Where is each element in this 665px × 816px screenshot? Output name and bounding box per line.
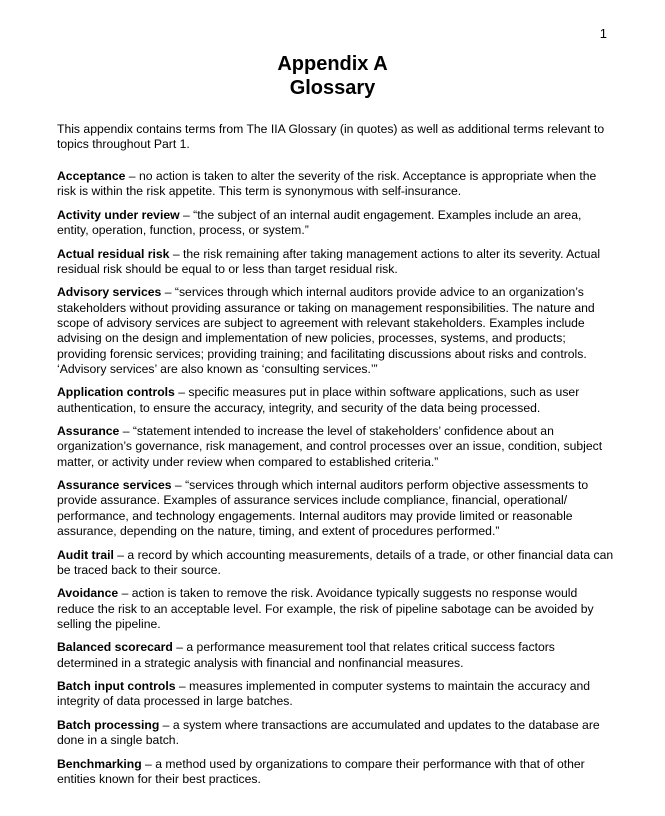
glossary-definition: – specific measures put in place within software applications, such as user authentication, to ensure the accuracy, integrity, and security of the data being processed. xyxy=(57,385,580,415)
glossary-definition: – “services through which internal auditors perform objective assessments to provide assurance. Examples of assurance services include compliance, financial, operational/ performance, and technology engagements. Internal auditors may provide limited or reasonable assurance, depending on the nature, timing, and extent of procedures performed.” xyxy=(57,478,589,539)
glossary-definition: – measures implemented in computer systems to maintain the accuracy and integrity of data processed in large batches. xyxy=(57,679,591,709)
glossary-definition: – action is taken to remove the risk. Avoidance typically suggests no response would reduce the risk to an acceptable level. For example, the risk of pipeline sabotage can be avoided by selling the pipeline. xyxy=(57,586,594,631)
glossary-entry-batch-input-controls xyxy=(57,679,615,710)
glossary-entry-acceptance xyxy=(57,169,615,200)
glossary-entry-audit-trail xyxy=(57,548,615,579)
glossary-term: Benchmarking xyxy=(57,756,142,771)
glossary-definition: – a system where transactions are accumulated and updates to the database are done in a single batch. xyxy=(57,717,600,748)
glossary-term: Actual residual risk xyxy=(57,246,170,261)
glossary-entry-assurance-services xyxy=(57,478,615,539)
glossary-term: Assurance xyxy=(57,424,120,439)
glossary-entry-activity-under-review xyxy=(57,208,615,239)
glossary-term: Advisory services xyxy=(57,285,162,300)
glossary-entry-balanced-scorecard xyxy=(57,640,615,671)
glossary-term: Activity under review xyxy=(57,207,180,222)
glossary-definition: – “services through which internal auditors provide advice to an organization’s stakeholders without providing assurance or taking on management responsibilities. The nature and scope of advisory services are subject to agreement with relevant stakeholders. Examples include advising on the design and implementation of new policies, processes, systems, and products; providing forensic services; providing training; and facilitating discussions about risks and controls. ‘Advisory services’ are also known as ‘consulting services.’” xyxy=(57,285,595,376)
glossary-term: Balanced scorecard xyxy=(57,640,173,655)
glossary-definition: – the risk remaining after taking management actions to alter its severity. Actual residual risk should be equal to or less than target residual risk. xyxy=(57,246,601,276)
glossary-entry-batch-processing xyxy=(57,718,615,749)
glossary-entry-advisory-services xyxy=(57,285,615,377)
page-title xyxy=(0,52,665,100)
glossary-definition: – a record by which accounting measurements, details of a trade, or other financial data can be traced back to their source. xyxy=(57,547,614,577)
glossary-list xyxy=(57,169,615,796)
glossary-definition: – no action is taken to alter the severity of the risk. Acceptance is appropriate when the risk is within the risk appetite. This term is synonymous with self-insurance. xyxy=(57,169,597,199)
glossary-definition: – “the subject of an internal audit engagement. Examples include an area, entity, operation, function, process, or system.” xyxy=(57,207,582,238)
glossary-definition: – a performance measurement tool that relates critical success factors determined in a strategic analysis with financial and nonfinancial measures. xyxy=(57,640,555,670)
glossary-entry-avoidance xyxy=(57,586,615,632)
glossary-term: Avoidance xyxy=(57,586,119,601)
glossary-definition: – “statement intended to increase the level of stakeholders’ confidence about an organization’s governance, risk management, and control processes over an issue, condition, subject matter, or activity under review when compared to established criteria.” xyxy=(57,424,603,469)
intro-paragraph: This appendix contains terms from The IIA Glossary (in quotes) as well as additional terms relevant to topics throughout Part 1. xyxy=(57,122,605,152)
glossary-entry-application-controls xyxy=(57,385,615,416)
glossary-entry-assurance xyxy=(57,424,615,470)
glossary-entry-benchmarking xyxy=(57,757,615,788)
page-number: 1 xyxy=(599,26,607,41)
glossary-definition: – a method used by organizations to compare their performance with that of other entities known for their best practices. xyxy=(57,756,585,787)
glossary-term: Application controls xyxy=(57,385,175,400)
glossary-term: Batch input controls xyxy=(57,679,176,694)
glossary-term: Batch processing xyxy=(57,717,160,732)
title-line-glossary: Glossary xyxy=(289,77,376,99)
glossary-term: Assurance services xyxy=(57,478,172,493)
title-line-appendix: Appendix A xyxy=(277,53,388,75)
glossary-term: Audit trail xyxy=(57,547,114,562)
glossary-entry-actual-residual-risk xyxy=(57,247,615,278)
glossary-term: Acceptance xyxy=(57,169,126,183)
